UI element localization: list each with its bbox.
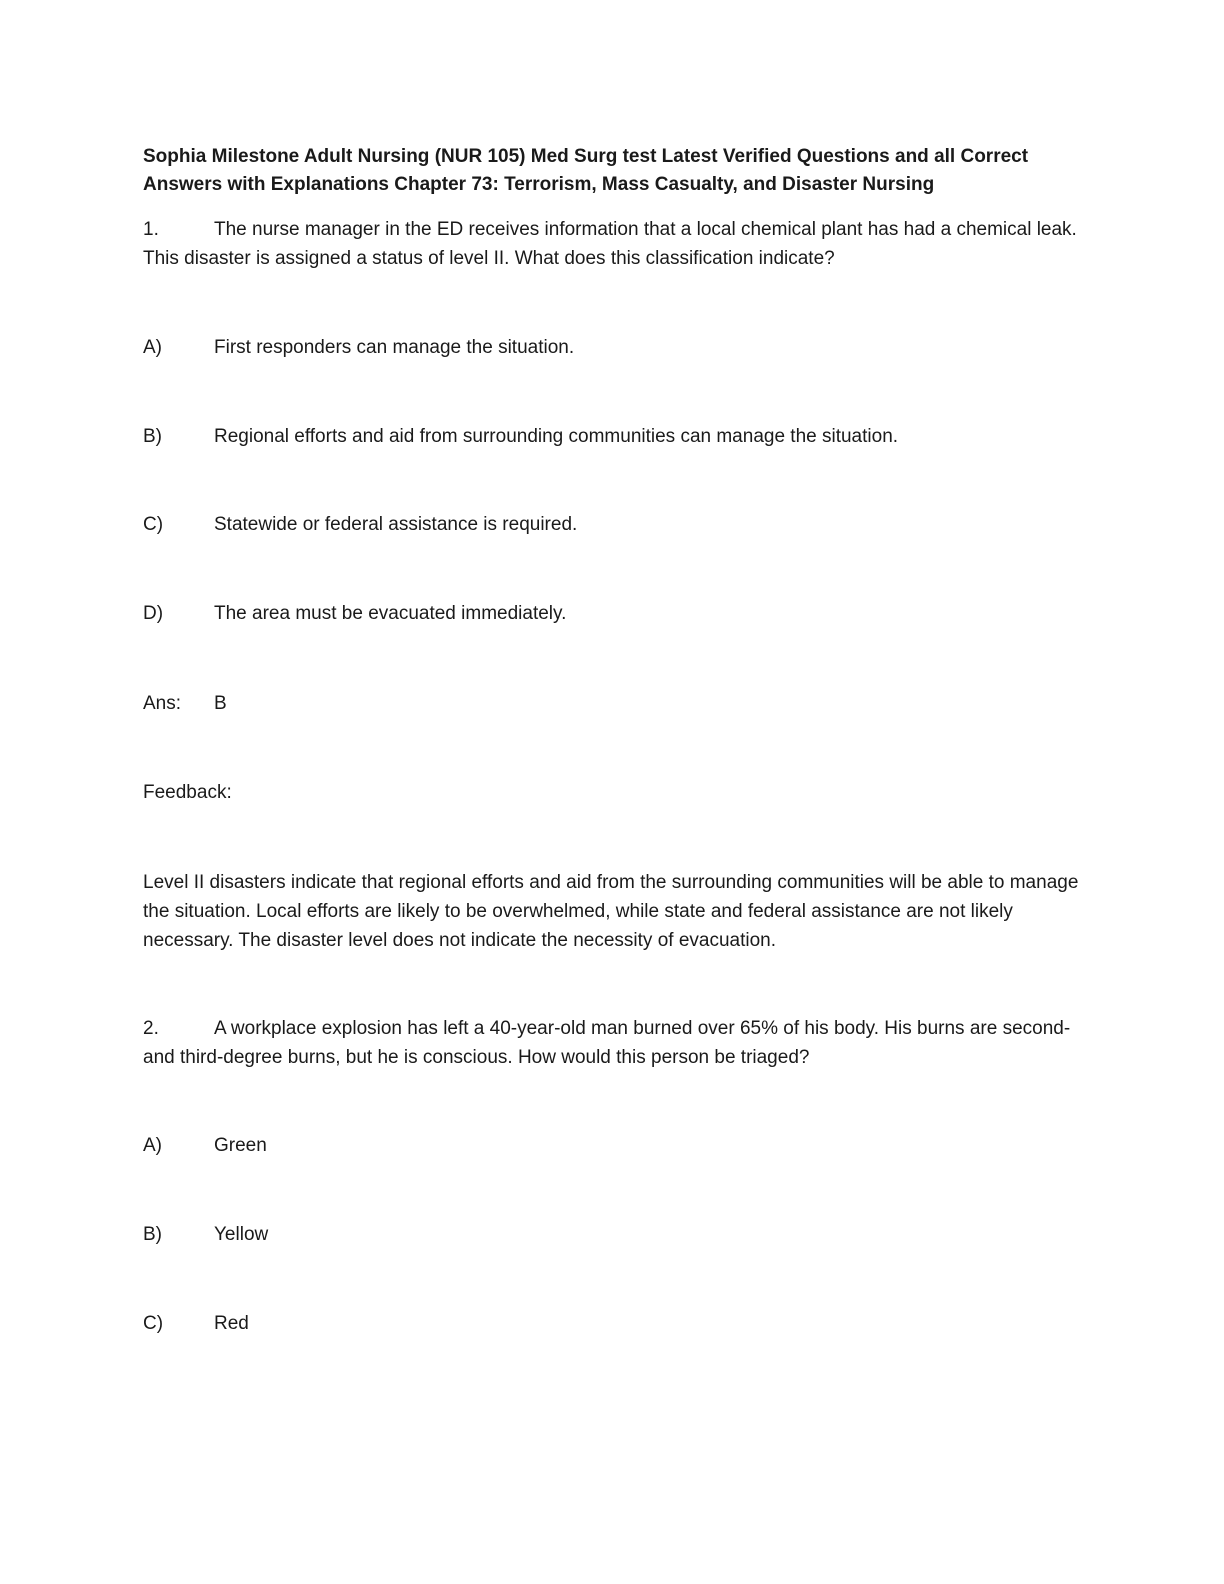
- option-text: Yellow: [214, 1224, 269, 1245]
- option-text: Statewide or federal assistance is required.: [214, 514, 578, 535]
- option-label: A): [143, 1135, 162, 1156]
- option-text: Red: [214, 1313, 249, 1334]
- question-number: 1.: [143, 219, 159, 240]
- option-label: B): [143, 426, 162, 447]
- option-label: C): [143, 1313, 164, 1334]
- feedback-text: Level II disasters indicate that regional efforts and aid from the surrounding communities will be able to manage the situation. Local efforts are likely to be overwhelmed, while state and federal assistance are not likely necessary. The disaster level does not indicate the necessity of evacuation.: [143, 872, 1079, 951]
- question-2: [143, 1014, 1083, 1072]
- option-c: [143, 1310, 1083, 1338]
- answer-value: B: [214, 693, 227, 714]
- feedback-label: Feedback:: [143, 782, 232, 803]
- option-text: Regional efforts and aid from surrounding communities can manage the situation.: [214, 426, 899, 447]
- option-label: B): [143, 1224, 162, 1245]
- document-title: Sophia Milestone Adult Nursing (NUR 105) Med Surg test Latest Verified Questions and all Correct Answers with Explanations Chapter 73: Terrorism, Mass Casualty, and Disaster Nursing: [143, 146, 1029, 195]
- answer-label: Ans:: [143, 693, 182, 714]
- option-label: C): [143, 514, 164, 535]
- option-label: D): [143, 603, 164, 624]
- question-number: 2.: [143, 1018, 159, 1039]
- option-label: A): [143, 337, 162, 358]
- question-1: [143, 215, 1083, 273]
- question-text: The nurse manager in the ED receives information that a local chemical plant has had a chemical leak. This disaster is assigned a status of level II. What does this classification indicate?: [143, 219, 1077, 269]
- option-a: [143, 334, 1083, 362]
- answer-line: [143, 690, 1083, 718]
- option-text: The area must be evacuated immediately.: [214, 603, 567, 624]
- option-a: [143, 1132, 1083, 1160]
- option-c: [143, 511, 1083, 539]
- option-b: [143, 423, 1083, 451]
- option-text: First responders can manage the situation.: [214, 337, 575, 358]
- option-b: [143, 1221, 1083, 1249]
- option-text: Green: [214, 1135, 267, 1156]
- question-text: A workplace explosion has left a 40-year-old man burned over 65% of his body. His burns are second- and third-degree burns, but he is conscious. How would this person be triaged?: [143, 1018, 1071, 1068]
- option-d: [143, 600, 1083, 628]
